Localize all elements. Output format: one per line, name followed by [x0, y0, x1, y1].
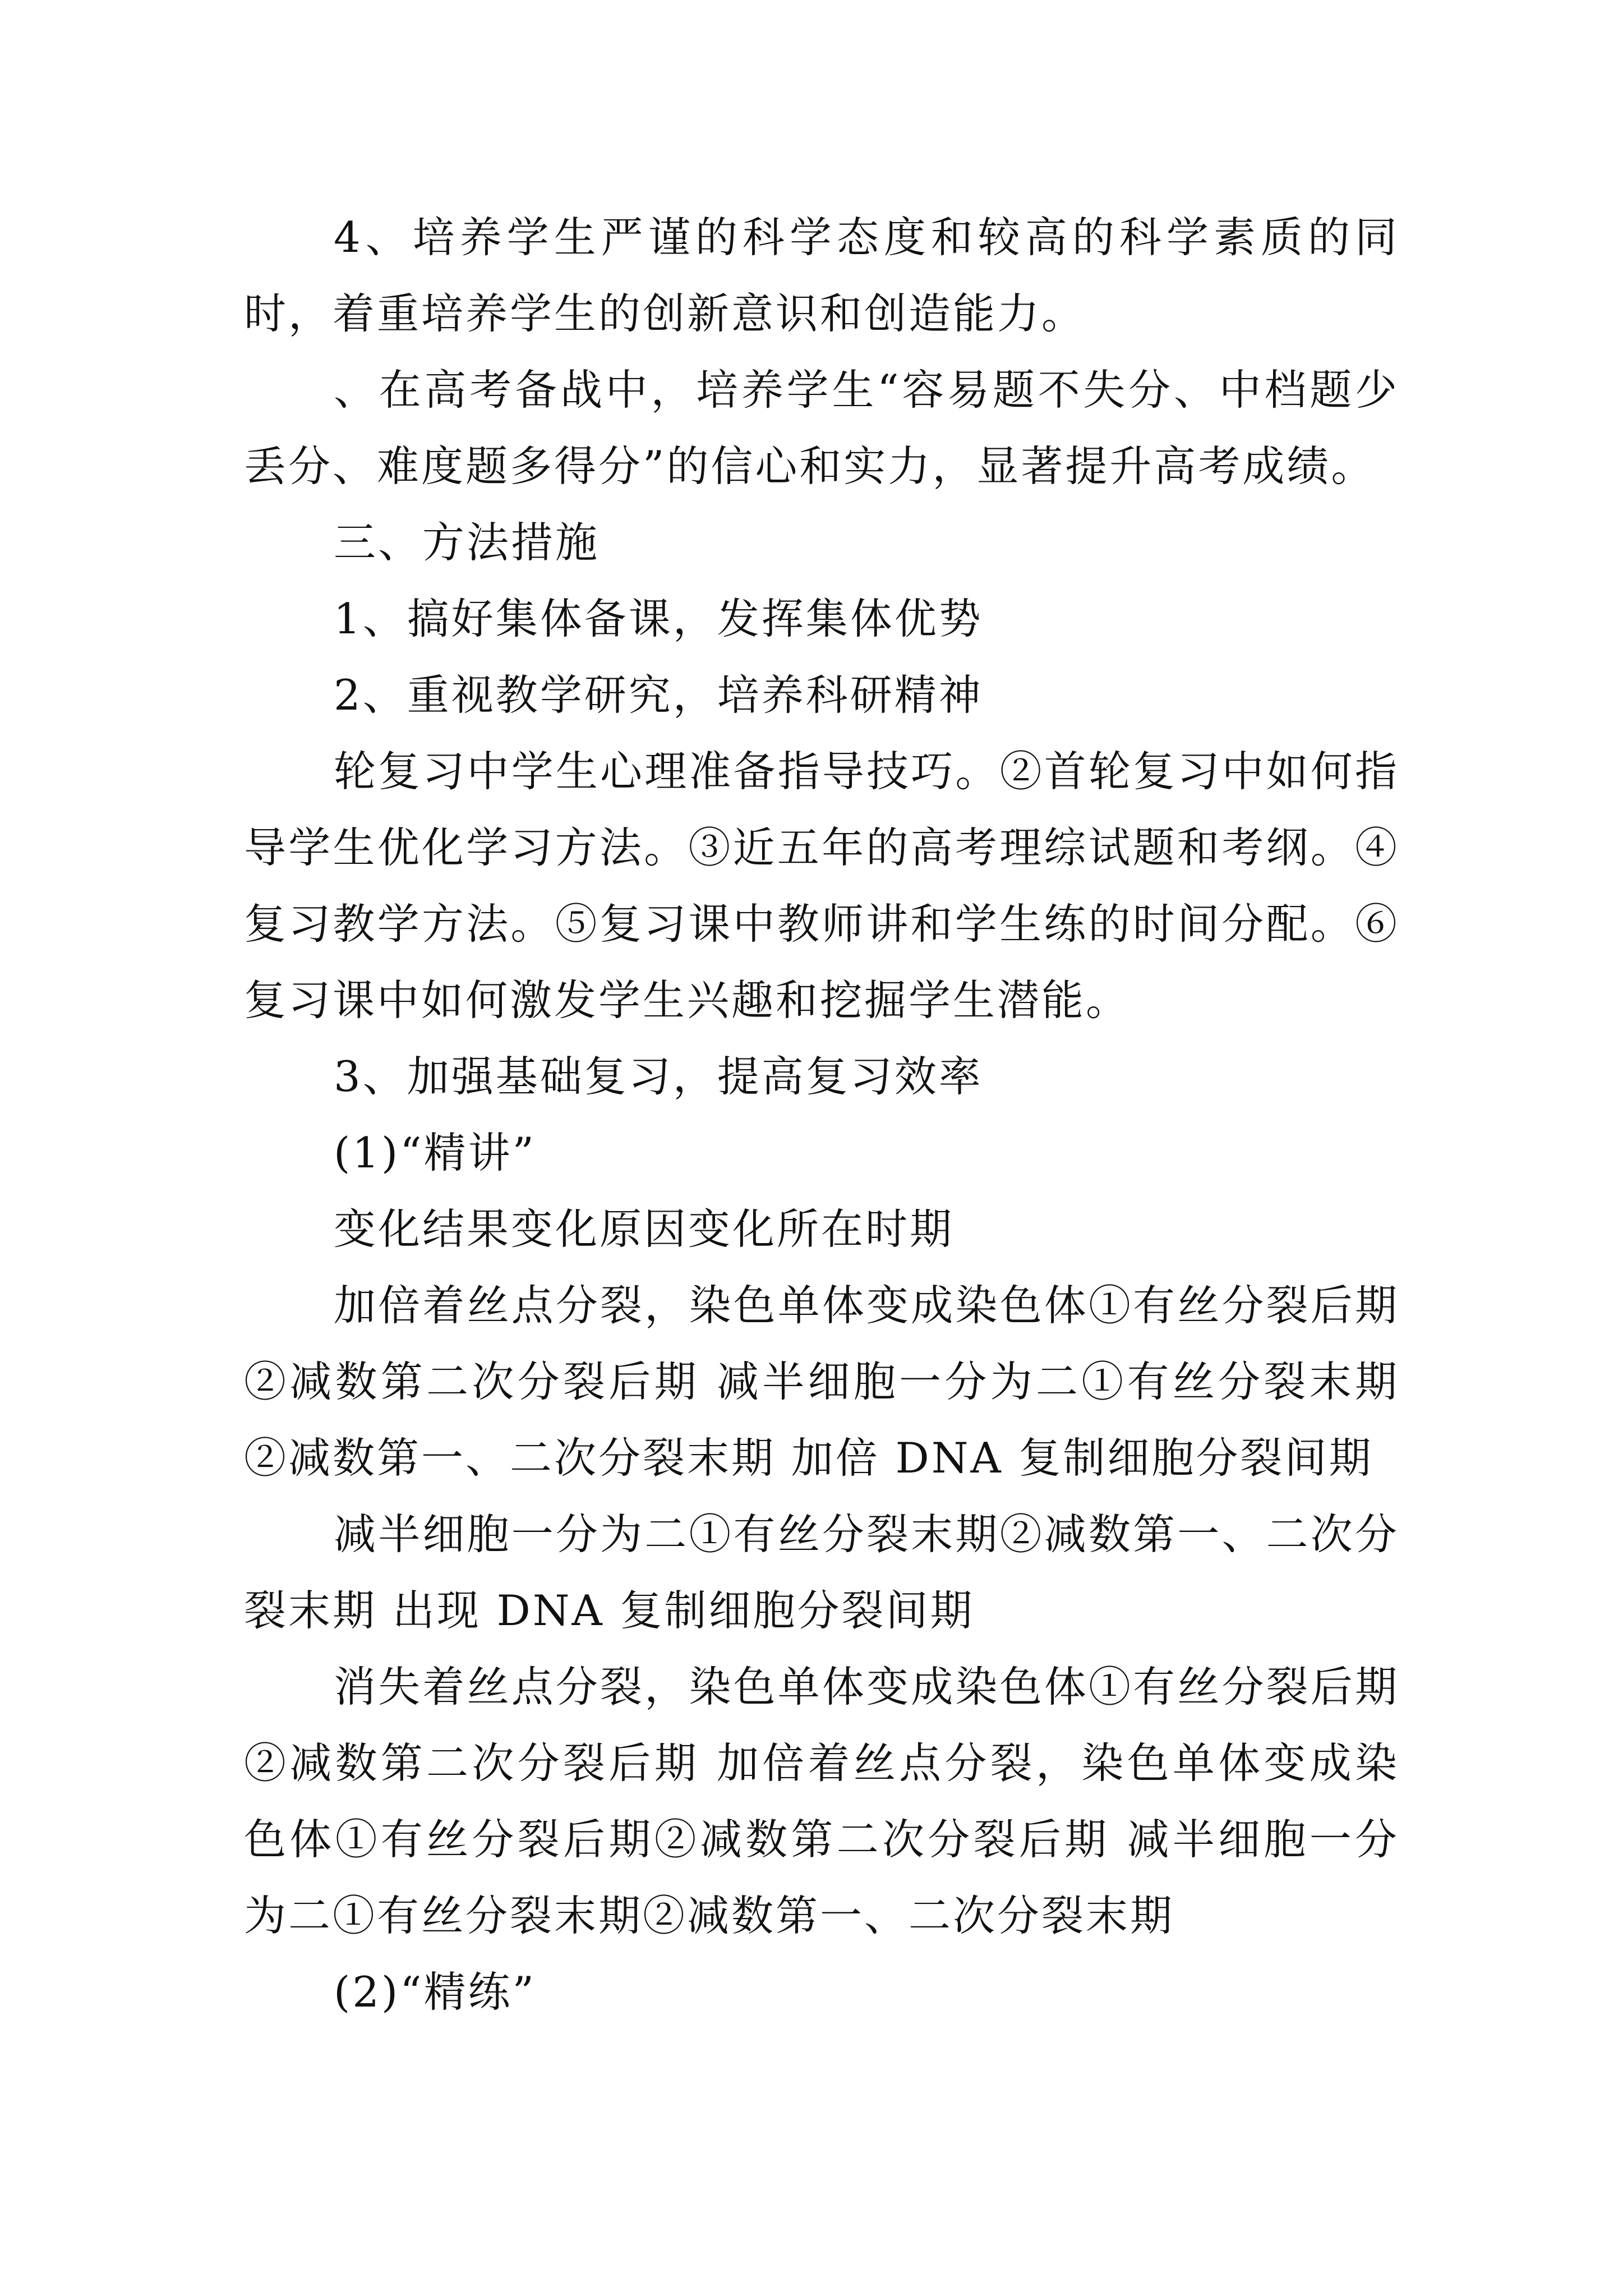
paragraph-research-topics: 轮复习中学生心理准备指导技巧。②首轮复习中如何指导学生优化学习方法。③近五年的高考理综试题和考纲。④复习教学方法。⑤复习课中教师讲和学生练的时间分配。⑥复习课中如何激发学生兴趣和挖掘学生潜能。	[244, 747, 1399, 1025]
subheading-jinglian: (2)“精练”	[334, 1967, 536, 2017]
paragraph-method-1: 1、搞好集体备课，发挥集体优势	[334, 594, 983, 643]
paragraph-goal-5: 、在高考备战中，培养学生“容易题不失分、中档题少丢分、难度题多得分”的信心和实力，显著提升高考成绩。	[244, 365, 1399, 491]
subheading-jingjiang: (1)“精讲”	[334, 1128, 536, 1177]
paragraph-method-3: 3、加强基础复习，提高复习效率	[334, 1052, 983, 1101]
paragraph-goal-4: 4、培养学生严谨的科学态度和较高的科学素质的同时，着重培养学生的创新意识和创造能力。	[244, 213, 1399, 338]
table-header-line: 变化结果变化原因变化所在时期	[334, 1204, 955, 1254]
paragraph-change-3: 消失着丝点分裂，染色单体变成染色体①有丝分裂后期②减数第二次分裂后期 加倍着丝点分裂，染色单体变成染色体①有丝分裂后期②减数第二次分裂后期 减半细胞一分为二①有丝分裂末期②减数第一、二次分裂末期	[244, 1662, 1399, 1940]
section-heading-methods: 三、方法措施	[334, 518, 600, 567]
paragraph-method-2: 2、重视教学研究，培养科研精神	[334, 670, 983, 720]
document-body	[244, 199, 1399, 2030]
paragraph-change-1: 加倍着丝点分裂，染色单体变成染色体①有丝分裂后期②减数第二次分裂后期 减半细胞一分为二①有丝分裂末期②减数第一、二次分裂末期 加倍 DNA 复制细胞分裂间期	[244, 1281, 1399, 1483]
paragraph-change-2: 减半细胞一分为二①有丝分裂末期②减数第一、二次分裂末期 出现 DNA 复制细胞分裂间期	[244, 1510, 1399, 1635]
